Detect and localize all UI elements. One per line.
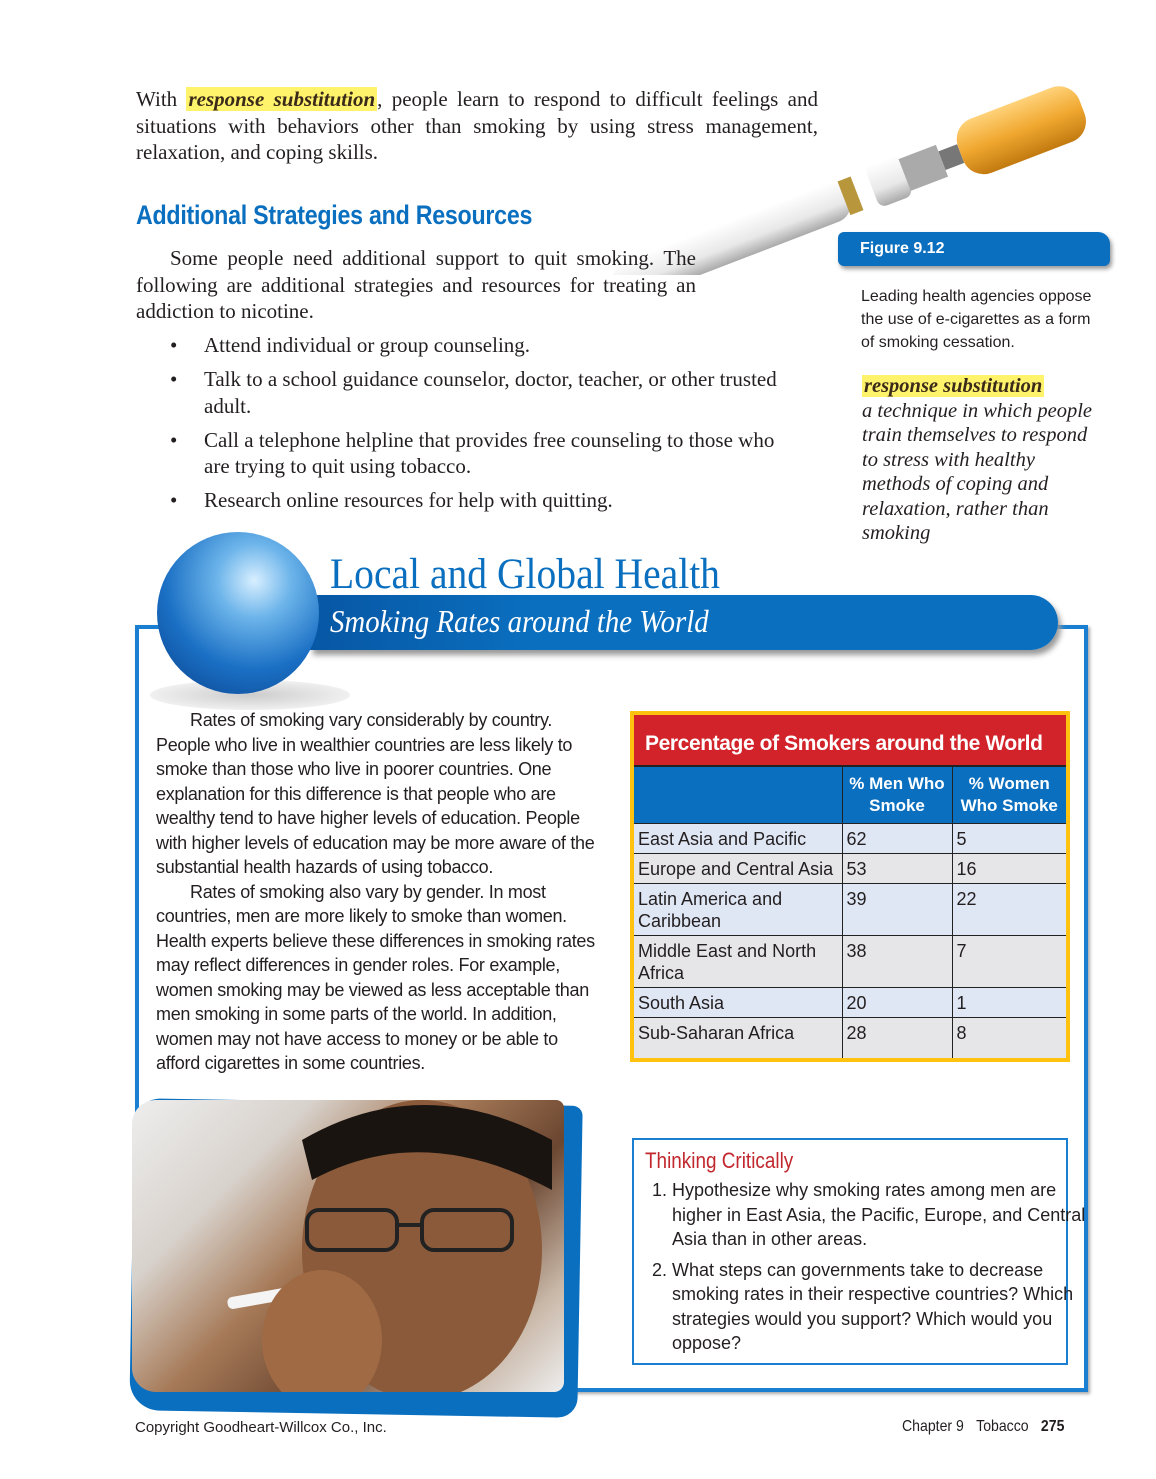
men-cell: 28 <box>842 1018 952 1059</box>
photo-illustration <box>132 1100 564 1392</box>
feature-paragraph: Rates of smoking vary considerably by country. People who live in wealthier countries are less likely to smoke than those who live in poorer countries. One explanation for this difference is that people who are wealthy tend to have higher levels of education. People with higher levels of education may be more aware of the substantial health hazards of using tobacco. <box>156 710 595 877</box>
men-cell: 39 <box>842 884 952 936</box>
region-cell: Sub-Saharan Africa <box>634 1018 842 1059</box>
question-item: 1. Hypothesize why smoking rates among men are higher in East Asia, the Pacific, Europe, and Central Asia than in other areas. <box>672 1178 1090 1252</box>
question-list <box>646 1178 1090 1362</box>
column-header: % Men Who Smoke <box>842 766 952 824</box>
region-cell: East Asia and Pacific <box>634 824 842 854</box>
chapter-label: Chapter 9 <box>902 1418 964 1435</box>
chapter-topic: Tobacco <box>976 1418 1029 1435</box>
women-cell: 16 <box>952 854 1066 884</box>
section-heading: Additional Strategies and Resources <box>136 200 533 230</box>
list-item: • Talk to a school guidance counselor, doctor, teacher, or other trusted adult. <box>170 366 790 419</box>
men-cell: 53 <box>842 854 952 884</box>
table-row <box>634 936 1066 988</box>
strategy-list <box>170 332 790 521</box>
feature-body <box>156 708 596 1076</box>
thinking-critically-title: Thinking Critically <box>645 1148 794 1173</box>
table-row <box>634 988 1066 1018</box>
glossary-term: response substitution <box>864 375 1043 397</box>
table-row <box>634 854 1066 884</box>
table-row <box>634 824 1066 854</box>
feature-paragraph: Rates of smoking also vary by gender. In most countries, men are more likely to smoke than women. Health experts believe these differences in smoking rates may reflect differences in gender roles. For example, women smoking may be viewed as less acceptable than men smoking in some parts of the world. In addition, women may not have access to money or be able to afford cigarettes in some countries. <box>156 881 595 1073</box>
table-row <box>634 1018 1066 1059</box>
smokers-table <box>630 711 1070 1062</box>
page-footer <box>902 1418 1064 1436</box>
list-item: • Attend individual or group counseling. <box>170 332 790 359</box>
key-term-highlight: response substitution <box>188 87 376 111</box>
page-number: 275 <box>1040 1418 1065 1435</box>
man-smoking-photo <box>132 1100 564 1392</box>
region-cell: Latin America and Caribbean <box>634 884 842 936</box>
intro-text: , people learn to respond to difficult feelings and situations with behaviors other than smoking by using stress management, relaxation, and coping skills. <box>136 87 818 164</box>
column-header: % Women Who Smoke <box>952 766 1066 824</box>
table-title: Percentage of Smokers around the World <box>634 715 1066 765</box>
section-paragraph: Some people need additional support to quit smoking. The following are additional strategies and resources for treating an addiction to nicotine. <box>136 246 696 323</box>
figure-caption: Leading health agencies oppose the use of e-cigarettes as a form of smoking cessation. <box>861 288 1092 351</box>
table-row <box>634 884 1066 936</box>
globe-icon <box>157 532 319 694</box>
feature-subtitle: Smoking Rates around the World <box>330 603 709 639</box>
women-cell: 22 <box>952 884 1066 936</box>
question-item: 2. What steps can governments take to decrease smoking rates in their respective countries? Which strategies would you support? Which would you oppose? <box>672 1258 1090 1356</box>
intro-lead: With <box>136 87 187 111</box>
list-item: • Research online resources for help with quitting. <box>170 487 790 514</box>
men-cell: 62 <box>842 824 952 854</box>
women-cell: 1 <box>952 988 1066 1018</box>
women-cell: 7 <box>952 936 1066 988</box>
men-cell: 20 <box>842 988 952 1018</box>
table-header-row <box>634 766 1066 824</box>
copyright: Copyright Goodheart-Willcox Co., Inc. <box>135 1419 387 1436</box>
region-cell: South Asia <box>634 988 842 1018</box>
glossary-definition: a technique in which people train themselves to respond to stress with healthy methods of coping and relaxation, rather than smoking <box>862 399 1092 544</box>
figure-label: Figure 9.12 <box>838 232 1110 266</box>
region-cell: Europe and Central Asia <box>634 854 842 884</box>
region-cell: Middle East and North Africa <box>634 936 842 988</box>
women-cell: 8 <box>952 1018 1066 1059</box>
men-cell: 38 <box>842 936 952 988</box>
women-cell: 5 <box>952 824 1066 854</box>
thinking-critically-box <box>632 1138 1086 1365</box>
feature-title: Local and Global Health <box>330 551 720 598</box>
glossary-entry <box>862 374 1102 546</box>
column-header <box>634 766 842 824</box>
list-item: • Call a telephone helpline that provides free counseling to those who are trying to quit using tobacco. <box>170 427 790 480</box>
